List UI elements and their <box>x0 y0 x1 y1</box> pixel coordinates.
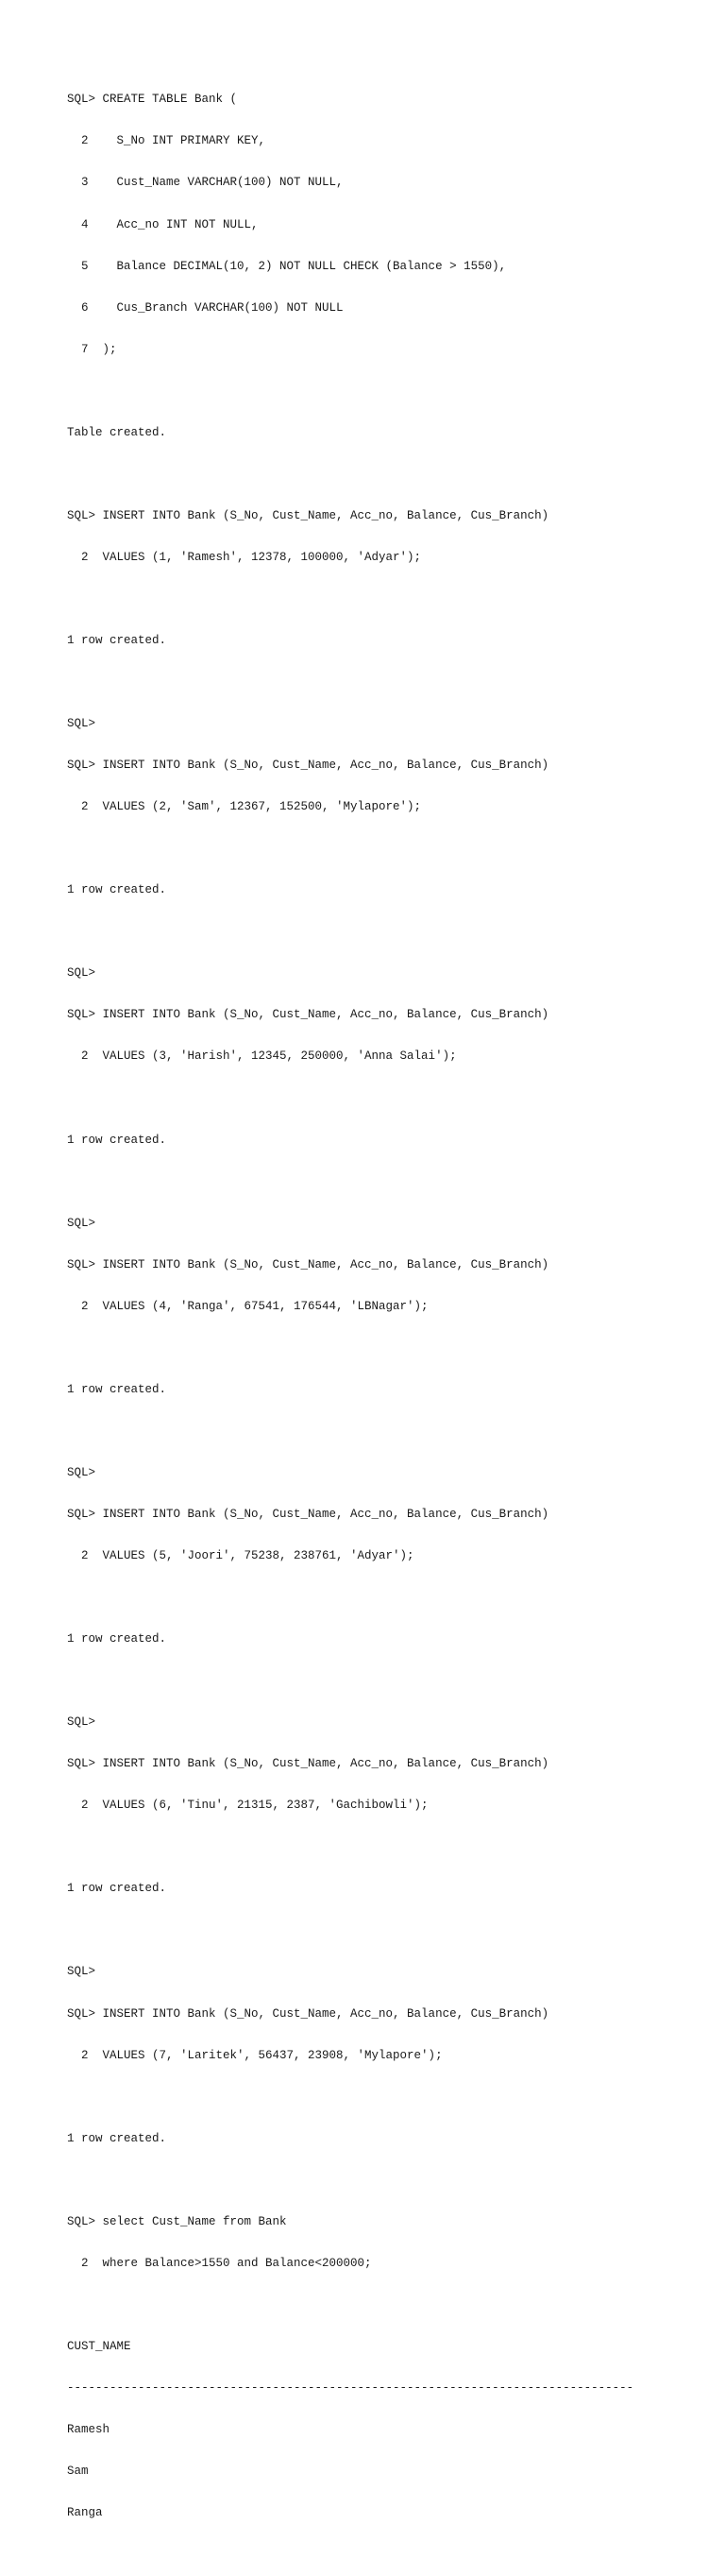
transcript-line: 2 VALUES (2, 'Sam', 12367, 152500, 'Mylapore'); <box>67 800 422 814</box>
transcript-line <box>67 2298 718 2312</box>
transcript-line: SQL> select Cust_Name from Bank <box>67 2214 287 2228</box>
transcript-line <box>67 384 718 399</box>
transcript-line <box>67 1840 718 1854</box>
transcript-line: CUST_NAME <box>67 2339 131 2353</box>
transcript-line <box>67 1175 718 1189</box>
transcript-line: SQL> INSERT INTO Bank (S_No, Cust_Name, Acc_no, Balance, Cus_Branch) <box>67 1757 549 1771</box>
transcript-line: 1 row created. <box>67 1382 167 1396</box>
transcript-line: 1 row created. <box>67 1632 167 1646</box>
transcript-line: SQL> INSERT INTO Bank (S_No, Cust_Name, Acc_no, Balance, Cus_Branch) <box>67 1008 549 1022</box>
transcript-line: SQL> <box>67 717 96 731</box>
transcript-line: 4 Acc_no INT NOT NULL, <box>67 217 259 231</box>
transcript-line: SQL> INSERT INTO Bank (S_No, Cust_Name, Acc_no, Balance, Cus_Branch) <box>67 1257 549 1271</box>
result-row: Sam <box>67 2465 89 2479</box>
transcript-line: 2 VALUES (7, 'Laritek', 56437, 23908, 'Mylapore'); <box>67 2048 443 2062</box>
transcript-line: 1 row created. <box>67 1133 167 1147</box>
transcript-line: SQL> INSERT INTO Bank (S_No, Cust_Name, Acc_no, Balance, Cus_Branch) <box>67 2006 549 2021</box>
transcript-line <box>67 1591 718 1605</box>
transcript-line: 1 row created. <box>67 2131 167 2145</box>
transcript-line: 5 Balance DECIMAL(10, 2) NOT NULL CHECK (Balance > 1550), <box>67 259 507 273</box>
transcript-line: 2 VALUES (5, 'Joori', 75238, 238761, 'Adyar'); <box>67 1549 414 1563</box>
transcript-line: SQL> <box>67 1465 96 1479</box>
transcript-line: SQL> <box>67 1715 96 1730</box>
transcript-line <box>67 925 718 939</box>
transcript-line <box>67 1092 718 1106</box>
transcript-line: SQL> CREATE TABLE Bank ( <box>67 93 238 107</box>
transcript-line: 2 S_No INT PRIMARY KEY, <box>67 134 266 148</box>
transcript-line <box>67 1341 718 1356</box>
transcript-line <box>67 2090 718 2105</box>
transcript-line: 2 VALUES (4, 'Ranga', 67541, 176544, 'LBNagar'); <box>67 1299 429 1313</box>
transcript-line: -------------------------------------------------------------------------------- <box>67 2380 634 2395</box>
transcript-line: SQL> INSERT INTO Bank (S_No, Cust_Name, Acc_no, Balance, Cus_Branch) <box>67 1507 549 1521</box>
result-divider: Ramesh <box>67 2423 110 2436</box>
transcript-line: 1 row created. <box>67 633 167 647</box>
transcript-line: 1 row created. <box>67 1882 167 1896</box>
transcript-line: 2 VALUES (3, 'Harish', 12345, 250000, 'Anna Salai'); <box>67 1049 457 1064</box>
transcript-line <box>67 2174 718 2188</box>
transcript-line <box>67 675 718 690</box>
transcript-line <box>67 592 718 606</box>
transcript-line: SQL> INSERT INTO Bank (S_No, Cust_Name, Acc_no, Balance, Cus_Branch) <box>67 759 549 773</box>
result-row <box>67 2548 718 2562</box>
transcript-line: SQL> <box>67 1216 96 1230</box>
transcript-line <box>67 842 718 856</box>
transcript-line: 2 where Balance>1550 and Balance<200000; <box>67 2256 372 2270</box>
transcript-line: 3 Cust_Name VARCHAR(100) NOT NULL, <box>67 176 344 190</box>
transcript-line: 7 ); <box>67 342 117 356</box>
transcript-line: 2 VALUES (1, 'Ramesh', 12378, 100000, 'Adyar'); <box>67 550 422 564</box>
transcript-line: SQL> <box>67 966 96 981</box>
transcript-line <box>67 1674 718 1688</box>
result-row: Ranga <box>67 2506 103 2520</box>
transcript-line: SQL> <box>67 1965 96 1979</box>
transcript-line: SQL> INSERT INTO Bank (S_No, Cust_Name, Acc_no, Balance, Cus_Branch) <box>67 508 549 522</box>
transcript-line: 1 row created. <box>67 883 167 897</box>
transcript-line <box>67 1424 718 1439</box>
transcript-line <box>67 468 718 482</box>
transcript-line: 2 VALUES (6, 'Tinu', 21315, 2387, 'Gachibowli'); <box>67 1799 429 1813</box>
sql-session-transcript <box>67 65 718 2576</box>
transcript-line: 6 Cus_Branch VARCHAR(100) NOT NULL <box>67 300 344 315</box>
transcript-line: Table created. <box>67 425 167 439</box>
transcript-line <box>67 1923 718 1937</box>
